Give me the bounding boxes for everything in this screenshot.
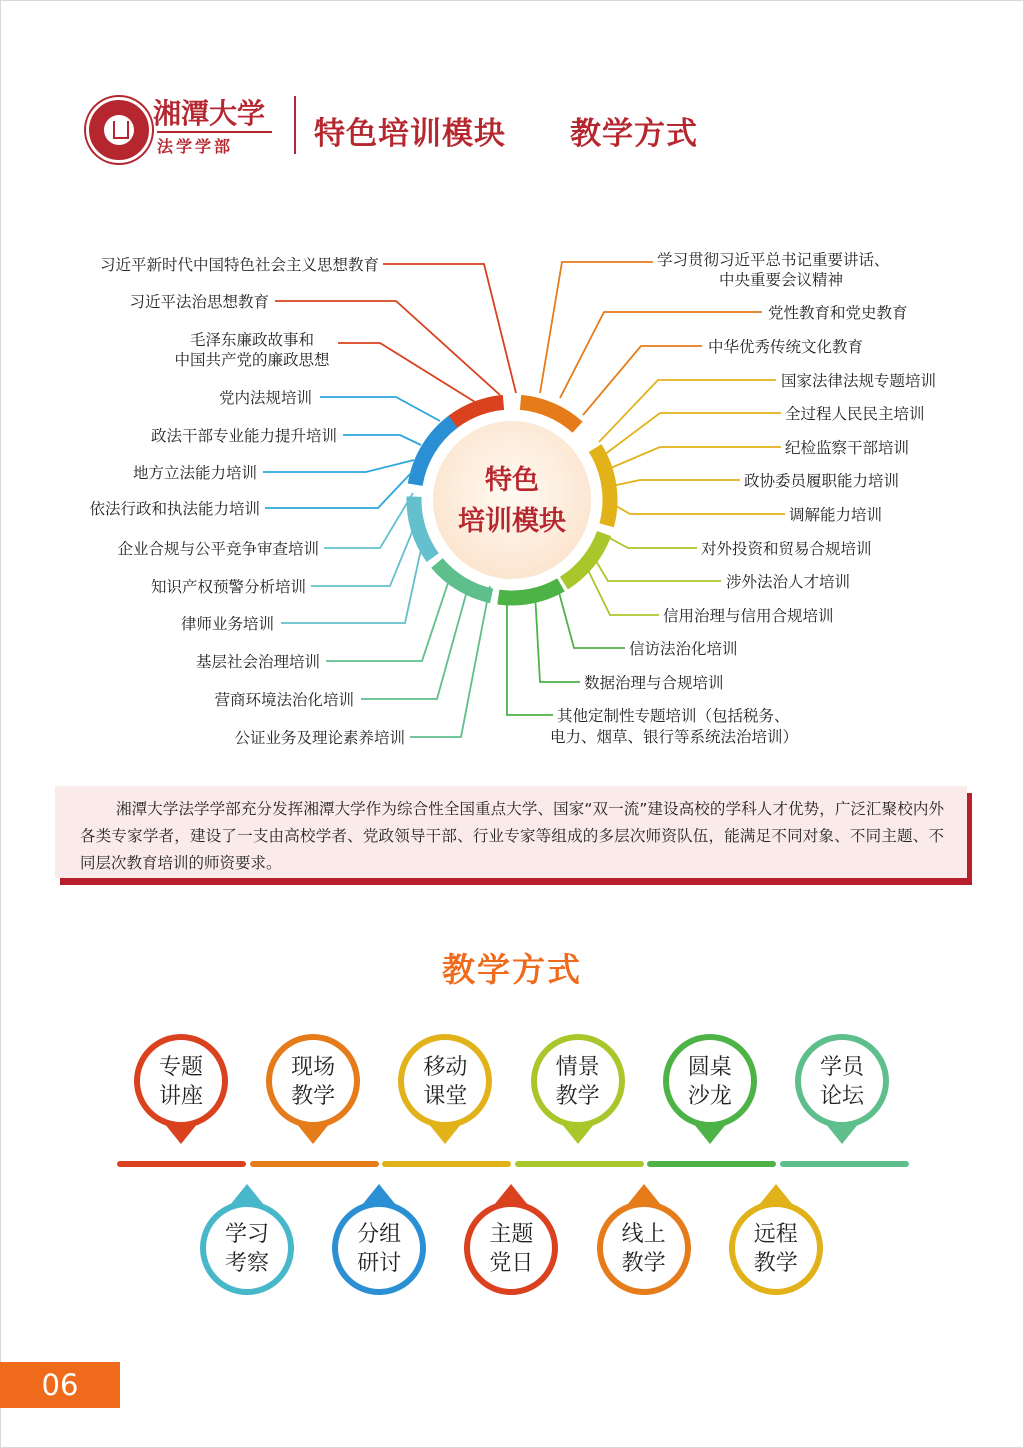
method-label-line2: 教学 [621,1251,666,1276]
university-name-logo [153,96,283,128]
module-label: 中华优秀传统文化教育 [708,338,864,356]
method-pin [729,1201,823,1295]
module-label: 习近平新时代中国特色社会主义思想教育 [99,256,379,274]
module-label: 地方立法能力培训 [132,464,257,482]
method-label-line2: 论坛 [819,1084,864,1109]
method-label [470,1220,552,1278]
leader-line [324,493,413,548]
method-label-line1: 主题 [489,1222,534,1247]
header-title-methods: 教学方式 [570,116,698,152]
module-label: 中央重要会议精神 [718,271,844,289]
method-label [603,1220,685,1278]
leader-line [311,520,417,586]
leader-line [593,556,721,581]
timeline-segment [515,1161,644,1167]
leader-line [338,343,475,402]
module-label: 营商环境法治化培训 [214,691,354,709]
module-label: 企业合规与公平竞争审查培训 [117,540,319,558]
method-pin [464,1201,558,1295]
method-pin [597,1201,691,1295]
method-label-line1: 现场 [291,1055,336,1080]
method-label-line1: 专题 [158,1055,203,1080]
method-label [140,1053,222,1111]
method-label-line2: 沙龙 [687,1084,732,1109]
left-module-labels [89,255,405,747]
method-label-line1: 学习 [224,1222,269,1247]
leader-line [606,447,781,470]
timeline-segment [780,1161,909,1167]
method-label-line1: 移动 [423,1055,468,1080]
module-label: 党内法规培训 [218,389,312,407]
method-pin [531,1034,625,1128]
method-pin [332,1201,426,1295]
leader-line [507,597,553,715]
timeline-segment [250,1161,379,1167]
method-label [669,1053,751,1111]
method-pin [200,1201,294,1295]
hub-circle [433,421,591,579]
timeline-segment [647,1161,776,1167]
leader-line [612,480,740,486]
method-label-line2: 教学 [555,1084,600,1109]
module-label: 政法干部专业能力提升培训 [150,427,337,445]
leader-line [535,593,580,682]
method-label-line2: 课堂 [423,1084,468,1109]
leader-line [361,580,470,699]
method-pin [398,1034,492,1128]
method-label-line2: 考察 [224,1251,269,1276]
leader-line [263,460,414,472]
method-label [735,1220,817,1278]
ring-segment [595,448,610,525]
module-label: 知识产权预警分析培训 [150,578,306,596]
leader-line [588,570,659,615]
module-label: 毛泽东廉政故事和 [189,331,315,349]
department-name: 法学学部 [157,137,234,156]
leader-line [604,413,781,455]
module-label: 其他定制性专题培训（包括税务、 [557,707,790,725]
module-label: 律师业务培训 [180,615,274,633]
hub-label-line2: 培训模块 [458,506,566,537]
module-label: 习近平法治思想教育 [129,293,269,311]
method-pin [663,1034,757,1128]
method-pin [266,1034,360,1128]
method-label [801,1053,883,1111]
leader-line [599,380,776,442]
module-label: 数据治理与合规培训 [584,674,724,692]
teaching-methods-title: 教学方式 [442,950,582,989]
method-label-line1: 情景 [555,1055,600,1080]
training-modules-diagram [0,240,1024,760]
method-pin [795,1034,889,1128]
module-label: 中国共产党的廉政思想 [174,351,330,369]
module-label: 国家法律法规专题培训 [781,372,937,390]
university-seal-logo [86,97,152,163]
method-label-line2: 教学 [753,1251,798,1276]
leader-line [320,397,440,421]
method-label-line1: 圆桌 [687,1055,732,1080]
module-label: 政协委员履职能力培训 [744,472,900,490]
leader-line [604,535,697,548]
leader-line [265,472,412,508]
method-label-line2: 讲座 [158,1084,203,1109]
module-label: 学习贯彻习近平总书记重要讲话、 [657,251,890,269]
leader-line [326,571,452,661]
ring-segment [414,497,433,558]
module-label: 信访法治化培训 [629,640,738,658]
module-label: 对外投资和贸易合规培训 [701,540,872,558]
method-label [404,1053,486,1111]
method-label [537,1053,619,1111]
leader-line [383,264,516,393]
module-label: 调解能力培训 [789,506,883,524]
method-label [206,1220,288,1278]
method-label-line2: 党日 [489,1251,534,1276]
timeline-segment [382,1161,511,1167]
method-label-line2: 教学 [291,1084,336,1109]
leader-line [611,503,785,514]
logo-rule [157,131,272,133]
page-number: 06 [0,1362,120,1408]
method-label-line1: 学员 [819,1055,864,1080]
module-label: 纪检监察干部培训 [785,439,910,457]
module-label: 公证业务及理论素养培训 [234,729,405,747]
method-label-line1: 远程 [753,1222,798,1247]
intro-text: 湘潭大学法学学部充分发挥湘潭大学作为综合性全国重点大学、国家“双一流”建设高校的学科人才优势，广泛汇聚校内外各类专家学者，建设了一支由高校学者、党政领导干部、行业专家等组成的多层次师资队伍，能满足不同对象、不同主题、不同层次教育培训的师资要求。 [80,800,944,872]
leader-line [557,585,625,648]
method-label [338,1220,420,1278]
svg-text:湘潭大学: 湘潭大学 [153,97,266,128]
module-label: 依法行政和执法能力培训 [89,500,260,518]
timeline-segment [117,1161,246,1167]
method-pin [134,1034,228,1128]
leader-line [343,435,421,445]
header-title-modules: 特色培训模块 [314,116,506,152]
module-label: 信用治理与信用合规培训 [663,607,834,625]
module-label: 党性教育和党史教育 [768,304,908,322]
method-label [272,1053,354,1111]
method-label-line2: 研讨 [357,1251,402,1276]
module-label: 基层社会治理培训 [195,653,320,671]
module-label: 涉外法治人才培训 [726,573,851,591]
header-divider [294,96,296,154]
module-label: 全过程人民民主培训 [785,405,925,423]
ring-segment [498,585,561,598]
method-label-line1: 分组 [357,1222,402,1247]
module-label: 电力、烟草、银行等系统法治培训） [550,728,799,746]
method-label-line1: 线上 [621,1222,666,1247]
hub-label-line1: 特色 [485,465,539,496]
